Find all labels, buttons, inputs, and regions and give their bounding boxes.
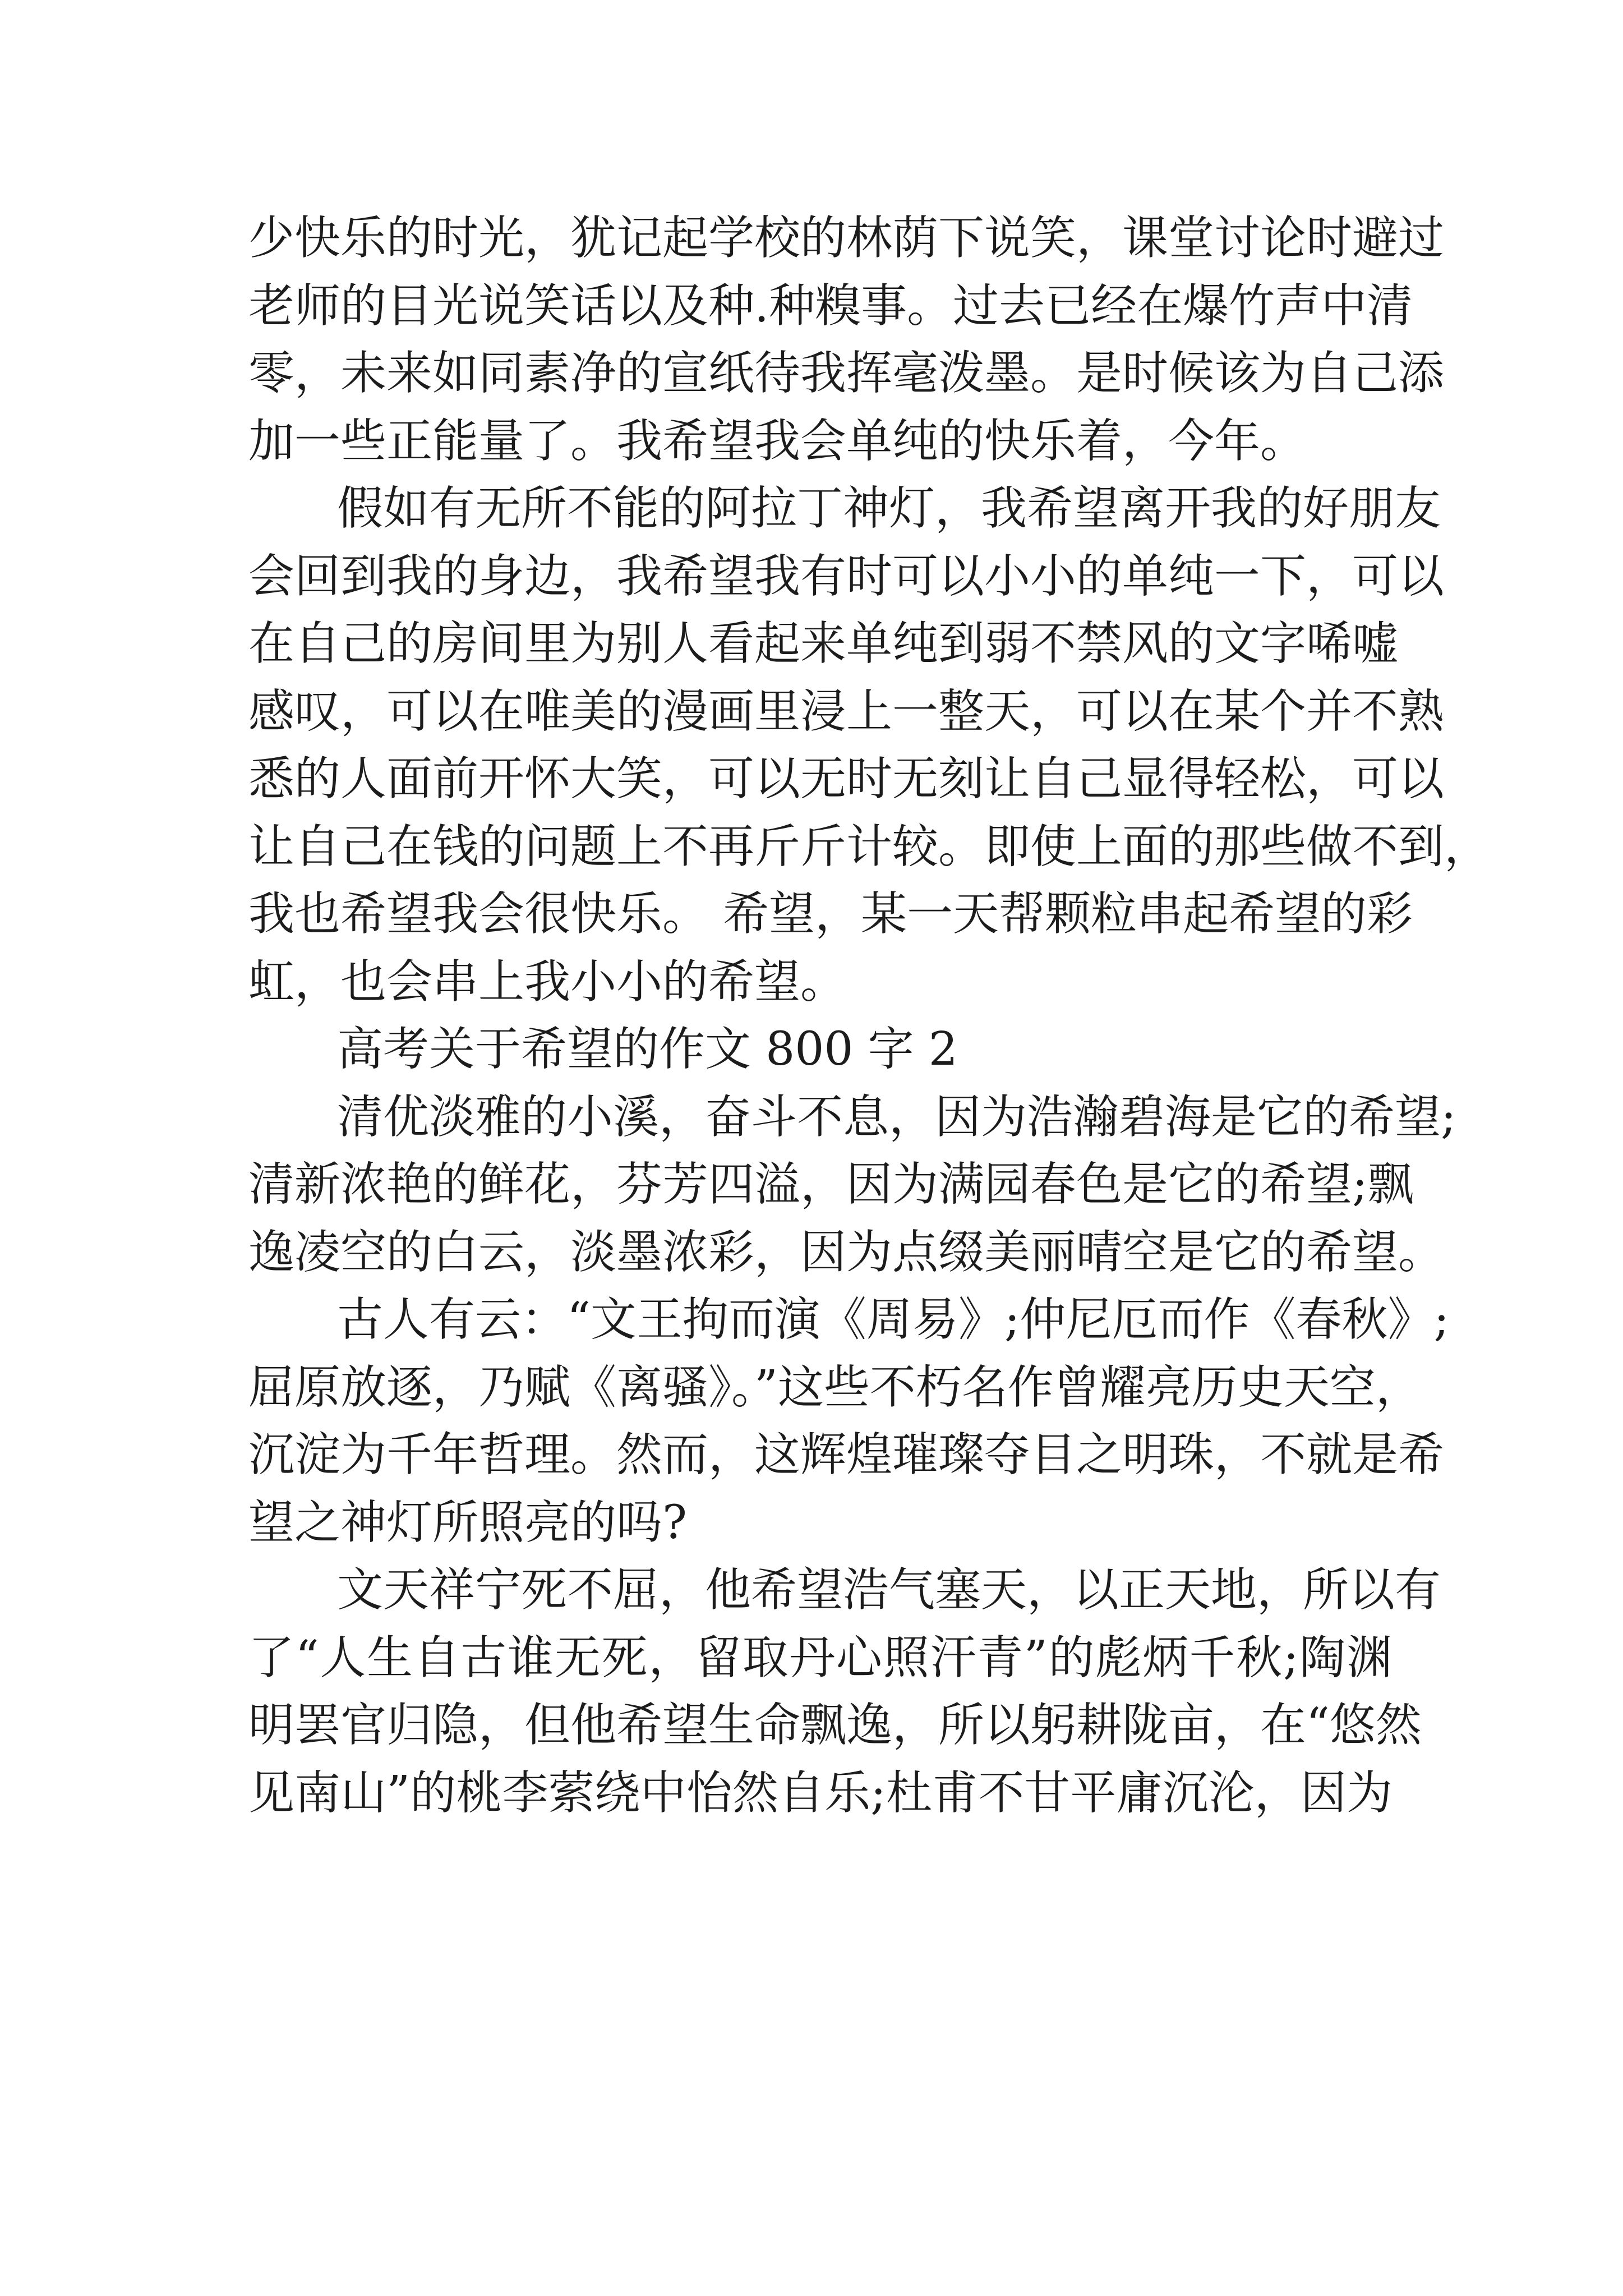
text-line: 让自己在钱的问题上不再斤斤计较。即使上面的那些做不到， (248, 820, 1491, 873)
paragraph-first-line: 假如有无所不能的阿拉丁神灯，我希望离开我的好朋友 (337, 482, 1441, 535)
text-line: 屈原放逐，乃赋《离骚》。”这些不朽名作曾耀亮历史天空， (248, 1360, 1422, 1414)
text-line: 感叹，可以在唯美的漫画里浸上一整天，可以在某个并不熟 (248, 684, 1445, 738)
paragraph-first-line: 文天祥宁死不屈，他希望浩气塞天，以正天地，所以有 (337, 1563, 1441, 1617)
paragraph-first-line: 古人有云：“文王拘而演《周易》;仲尼厄而作《春秋》; (337, 1293, 1450, 1346)
body-text (248, 205, 1491, 1827)
text-line: 虹，也会串上我小小的希望。 (248, 955, 847, 1009)
text-line: 老师的目光说笑话以及种.种糗事。过去已经在爆竹声中清 (248, 279, 1413, 333)
text-line: 了“人生自古谁无死，留取丹心照汗青”的彪炳千秋;陶渊 (248, 1631, 1393, 1685)
text-line: 在自己的房间里为别人看起来单纯到弱不禁风的文字唏嘘 (248, 617, 1399, 670)
section-heading: 高考关于希望的作文 800 字 2 (337, 1023, 958, 1076)
text-line: 我也希望我会很快乐。 希望，某一天帮颗粒串起希望的彩 (248, 887, 1413, 941)
text-line: 会回到我的身边，我希望我有时可以小小的单纯一下，可以 (248, 549, 1445, 603)
text-line: 加一些正能量了。我希望我会单纯的快乐着，今年。 (248, 414, 1307, 468)
text-line: 零，未来如同素净的宣纸待我挥毫泼墨。是时候该为自己添 (248, 347, 1445, 400)
text-line: 望之神灯所照亮的吗? (248, 1496, 687, 1549)
text-line: 明罢官归隐，但他希望生命飘逸，所以躬耕陇亩，在“悠然 (248, 1699, 1422, 1752)
text-line: 清新浓艳的鲜花，芬芳四溢，因为满园春色是它的希望;飘 (248, 1158, 1414, 1211)
text-line: 悉的人面前开怀大笑，可以无时无刻让自己显得轻松，可以 (248, 752, 1445, 806)
text-line: 少快乐的时光，犹记起学校的林荫下说笑，课堂讨论时避过 (248, 211, 1445, 265)
text-line: 沉淀为千年哲理。然而，这辉煌璀璨夺目之明珠，不就是希 (248, 1428, 1445, 1481)
paragraph-first-line: 清优淡雅的小溪，奋斗不息，因为浩瀚碧海是它的希望; (337, 1090, 1456, 1144)
text-line: 见南山”的桃李萦绕中怡然自乐;杜甫不甘平庸沉沦，因为 (248, 1766, 1393, 1820)
text-line: 逸凌空的白云，淡墨浓彩，因为点缀美丽晴空是它的希望。 (248, 1225, 1445, 1279)
